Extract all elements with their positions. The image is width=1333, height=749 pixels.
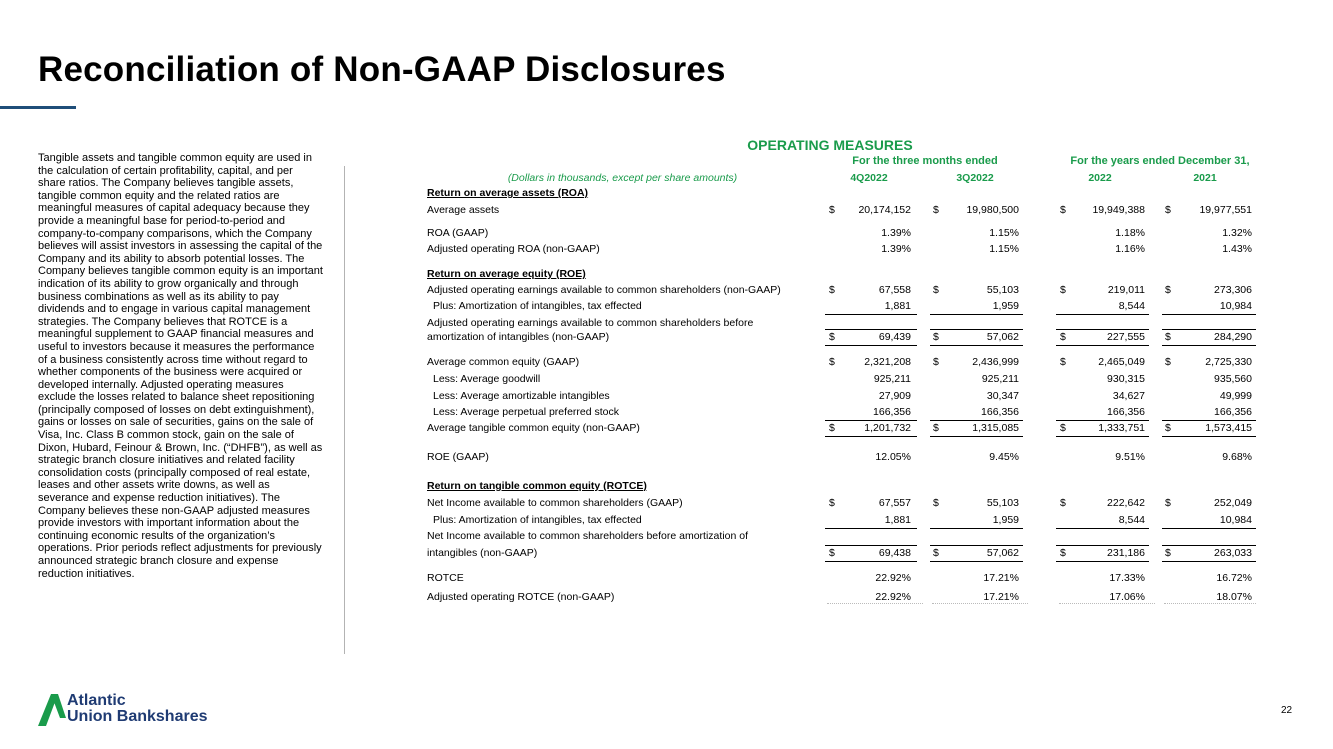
cell-value: 222,642 — [1107, 497, 1145, 509]
cell-value: 1,333,751 — [1098, 422, 1145, 434]
cell-value: 9.68% — [1222, 451, 1252, 463]
table-row — [427, 406, 1257, 419]
total-underline — [1056, 528, 1149, 529]
total-underline — [930, 345, 1023, 346]
table-row — [427, 451, 1257, 464]
cell-value: 935,560 — [1214, 373, 1252, 385]
cell-value: 10,984 — [1219, 514, 1252, 526]
total-underline — [1056, 561, 1149, 562]
column-dotted-rule — [1059, 603, 1155, 605]
cell-value: 12.05% — [875, 451, 911, 463]
total-underline — [930, 528, 1023, 529]
cell-value: 166,356 — [873, 406, 911, 418]
company-logo — [67, 693, 207, 725]
cell-value: 1.39% — [881, 243, 911, 255]
table-row — [427, 572, 1257, 585]
cell-value: 55,103 — [986, 497, 1019, 509]
row-label: ROTCE — [427, 572, 464, 584]
total-underline — [930, 436, 1023, 437]
currency-symbol: $ — [829, 284, 835, 296]
row-label: Average assets — [427, 204, 500, 216]
cell-value: 231,186 — [1107, 547, 1145, 559]
total-underline — [825, 528, 917, 529]
column-dotted-rule — [932, 603, 1028, 605]
row-label: Less: Average goodwill — [433, 373, 541, 385]
total-underline — [1162, 561, 1256, 562]
cell-value: 67,557 — [878, 497, 911, 509]
currency-symbol: $ — [829, 204, 835, 216]
row-label: intangibles (non-GAAP) — [427, 547, 538, 559]
table-row — [427, 497, 1257, 510]
cell-value: 925,211 — [873, 373, 911, 385]
row-label: ROA (GAAP) — [427, 227, 489, 239]
total-underline — [825, 314, 917, 315]
currency-symbol: $ — [1165, 422, 1171, 434]
cell-value: 166,356 — [1107, 406, 1145, 418]
page-number: 22 — [1281, 705, 1293, 716]
cell-value: 2,436,999 — [972, 356, 1019, 368]
table-row — [427, 300, 1257, 313]
page-title: Reconciliation of Non-GAAP Disclosures — [38, 50, 726, 89]
row-label: Less: Average perpetual preferred stock — [433, 406, 620, 418]
column-dotted-rule — [827, 603, 923, 605]
table-row — [427, 530, 1257, 543]
currency-symbol: $ — [1060, 497, 1066, 509]
period-header-year: For the years ended December 31, — [1070, 155, 1250, 167]
cell-value: 18.07% — [1216, 591, 1252, 603]
cell-value: 1,573,415 — [1205, 422, 1252, 434]
cell-value: 219,011 — [1107, 284, 1145, 296]
total-underline — [825, 561, 917, 562]
total-underline — [825, 345, 917, 346]
currency-symbol: $ — [1060, 284, 1066, 296]
cell-value: 22.92% — [875, 591, 911, 603]
cell-value: 17.21% — [983, 591, 1019, 603]
row-label: Adjusted operating earnings available to common shareholders (non-GAAP) — [427, 284, 781, 296]
row-label: Average common equity (GAAP) — [427, 356, 580, 368]
table-row — [427, 204, 1257, 217]
cell-value: 10,984 — [1219, 300, 1252, 312]
cell-value: 1.16% — [1115, 243, 1145, 255]
currency-symbol: $ — [1060, 422, 1066, 434]
total-underline — [1162, 345, 1256, 346]
cell-value: 1,959 — [992, 514, 1019, 526]
subtotal-overline — [1162, 545, 1256, 546]
currency-symbol: $ — [829, 547, 835, 559]
subtotal-overline — [1056, 420, 1149, 421]
table-row — [427, 514, 1257, 527]
total-underline — [825, 436, 917, 437]
table-section-heading — [427, 268, 1257, 281]
subtotal-overline — [930, 329, 1023, 330]
cell-value: 17.33% — [1109, 572, 1145, 584]
cell-value: 69,438 — [878, 547, 911, 559]
cell-value: 22.92% — [875, 572, 911, 584]
currency-symbol: $ — [933, 204, 939, 216]
currency-symbol: $ — [1165, 331, 1171, 343]
cell-value: 67,558 — [878, 284, 911, 296]
row-label: Return on average equity (ROE) — [427, 268, 586, 280]
row-label: Plus: Amortization of intangibles, tax effected — [433, 514, 642, 526]
cell-value: 16.72% — [1216, 572, 1252, 584]
table-row — [427, 331, 1257, 344]
vertical-divider — [344, 166, 345, 654]
logo-line-1: Atlantic — [67, 692, 126, 709]
cell-value: 1,201,732 — [864, 422, 911, 434]
currency-symbol: $ — [933, 356, 939, 368]
cell-value: 284,290 — [1214, 331, 1252, 343]
company-logo-icon — [38, 694, 66, 726]
column-header-3q2022: 3Q2022 — [956, 172, 994, 184]
cell-value: 166,356 — [981, 406, 1019, 418]
currency-symbol: $ — [829, 331, 835, 343]
cell-value: 19,949,388 — [1092, 204, 1145, 216]
table-section-heading — [427, 480, 1257, 493]
currency-symbol: $ — [933, 547, 939, 559]
currency-symbol: $ — [933, 284, 939, 296]
total-underline — [1162, 314, 1256, 315]
cell-value: 8,544 — [1118, 300, 1145, 312]
row-label: Net Income available to common shareholders before amortization of — [427, 530, 748, 542]
currency-symbol: $ — [1165, 547, 1171, 559]
total-underline — [930, 314, 1023, 315]
explanatory-text: Tangible assets and tangible common equity are used in the calculation of certain profitability, capital, and per share ratios. The Company believes tangible assets, tangible common equity and the related ratios are meaningful measures of capital adequacy because they provide a meaningful base for period-to-period and company-to-company comparisons, which the Company believes will assist investors in assessing the capital of the Company and its ability to absorb potential losses. The Company believes tangible common equity is an important indication of its ability to grow organically and through business combinations as well as its ability to pay dividends and to engage in various capital management strategies. The Company believes that ROTCE is a meaningful supplement to GAAP financial measures and useful to investors because it measures the performance of a business consistently across time without regard to whether components of the business were acquired or developed internally. Adjusted operating measures exclude the losses related to balance sheet repositioning (principally composed of losses on debt extinguishment), gains or losses on sale of securities, gains on the sale of Visa, Inc. Class B common stock, gain on the sale of Dixon, Hubard, Feinour & Brown, Inc. (“DHFB”), as well as strategic branch closure initiatives and related facility consolidation costs (principally composed of real estate, leases and other assets write downs, as well as severance and expense reduction initiatives). The Company believes these non-GAAP adjusted measures provide investors with important information about the continuing economic results of the organization’s operations. Prior periods reflect adjustments for previously announced strategic branch closure and expense reduction initiatives. — [38, 152, 323, 580]
table-row — [427, 373, 1257, 386]
cell-value: 17.06% — [1109, 591, 1145, 603]
cell-value: 8,544 — [1118, 514, 1145, 526]
title-underline — [0, 106, 76, 109]
cell-value: 27,909 — [878, 390, 911, 402]
cell-value: 1.15% — [989, 227, 1019, 239]
subtotal-overline — [930, 420, 1023, 421]
column-dotted-rule — [1164, 603, 1256, 605]
cell-value: 1,959 — [992, 300, 1019, 312]
cell-value: 9.51% — [1115, 451, 1145, 463]
currency-symbol: $ — [1165, 356, 1171, 368]
row-label: amortization of intangibles (non-GAAP) — [427, 331, 610, 343]
cell-value: 55,103 — [986, 284, 1019, 296]
cell-value: 20,174,152 — [858, 204, 911, 216]
cell-value: 1.43% — [1222, 243, 1252, 255]
total-underline — [1056, 436, 1149, 437]
table-row — [427, 284, 1257, 297]
cell-value: 227,555 — [1107, 331, 1145, 343]
column-header-4q2022: 4Q2022 — [850, 172, 888, 184]
table-row — [427, 547, 1257, 560]
cell-value: 69,439 — [878, 331, 911, 343]
currency-symbol: $ — [1060, 204, 1066, 216]
cell-value: 925,211 — [981, 373, 1019, 385]
cell-value: 19,980,500 — [966, 204, 1019, 216]
cell-value: 9.45% — [989, 451, 1019, 463]
logo-line-2: Union Bankshares — [67, 708, 208, 725]
row-label: Plus: Amortization of intangibles, tax effected — [433, 300, 642, 312]
row-label: Adjusted operating ROA (non-GAAP) — [427, 243, 600, 255]
subtotal-overline — [930, 545, 1023, 546]
total-underline — [1162, 436, 1256, 437]
currency-symbol: $ — [1060, 331, 1066, 343]
row-label: Net Income available to common shareholders (GAAP) — [427, 497, 683, 509]
column-header-2022: 2022 — [1088, 172, 1112, 184]
row-label: Return on tangible common equity (ROTCE) — [427, 480, 647, 492]
currency-symbol: $ — [829, 497, 835, 509]
cell-value: 273,306 — [1214, 284, 1252, 296]
total-underline — [1162, 528, 1256, 529]
total-underline — [1056, 314, 1149, 315]
row-label: Average tangible common equity (non-GAAP) — [427, 422, 640, 434]
cell-value: 930,315 — [1107, 373, 1145, 385]
table-row — [427, 243, 1257, 256]
table-row — [427, 356, 1257, 369]
section-title: OPERATING MEASURES — [747, 137, 913, 153]
cell-value: 166,356 — [1214, 406, 1252, 418]
cell-value: 1.32% — [1222, 227, 1252, 239]
period-header-quarter: For the three months ended — [852, 155, 998, 167]
currency-symbol: $ — [933, 331, 939, 343]
currency-symbol: $ — [829, 356, 835, 368]
total-underline — [930, 561, 1023, 562]
cell-value: 252,049 — [1214, 497, 1252, 509]
subtotal-overline — [1162, 329, 1256, 330]
currency-symbol: $ — [1165, 284, 1171, 296]
subtotal-overline — [825, 329, 917, 330]
table-row — [427, 390, 1257, 403]
cell-value: 1.15% — [989, 243, 1019, 255]
cell-value: 263,033 — [1214, 547, 1252, 559]
currency-symbol: $ — [1165, 497, 1171, 509]
currency-symbol: $ — [1060, 356, 1066, 368]
cell-value: 57,062 — [986, 547, 1019, 559]
table-row — [427, 422, 1257, 435]
row-label: Adjusted operating earnings available to common shareholders before — [427, 317, 754, 329]
cell-value: 2,321,208 — [864, 356, 911, 368]
cell-value: 1,315,085 — [972, 422, 1019, 434]
table-caption: (Dollars in thousands, except per share amounts) — [507, 172, 738, 184]
cell-value: 17.21% — [983, 572, 1019, 584]
table-section-heading — [427, 187, 1257, 200]
subtotal-overline — [1056, 545, 1149, 546]
column-header-2021: 2021 — [1193, 172, 1217, 184]
subtotal-overline — [825, 420, 917, 421]
row-label: Return on average assets (ROA) — [427, 187, 589, 199]
row-label: Adjusted operating ROTCE (non-GAAP) — [427, 591, 615, 603]
cell-value: 2,465,049 — [1098, 356, 1145, 368]
total-underline — [1056, 345, 1149, 346]
cell-value: 1.39% — [881, 227, 911, 239]
cell-value: 57,062 — [986, 331, 1019, 343]
row-label: ROE (GAAP) — [427, 451, 489, 463]
currency-symbol: $ — [933, 422, 939, 434]
cell-value: 1,881 — [884, 514, 911, 526]
cell-value: 2,725,330 — [1205, 356, 1252, 368]
cell-value: 30,347 — [986, 390, 1019, 402]
cell-value: 49,999 — [1219, 390, 1252, 402]
cell-value: 19,977,551 — [1199, 204, 1252, 216]
currency-symbol: $ — [933, 497, 939, 509]
cell-value: 1,881 — [884, 300, 911, 312]
currency-symbol: $ — [829, 422, 835, 434]
currency-symbol: $ — [1060, 547, 1066, 559]
subtotal-overline — [1162, 420, 1256, 421]
subtotal-overline — [1056, 329, 1149, 330]
row-label: Less: Average amortizable intangibles — [433, 390, 610, 402]
subtotal-overline — [825, 545, 917, 546]
cell-value: 1.18% — [1115, 227, 1145, 239]
currency-symbol: $ — [1165, 204, 1171, 216]
cell-value: 34,627 — [1112, 390, 1145, 402]
table-row — [427, 227, 1257, 240]
